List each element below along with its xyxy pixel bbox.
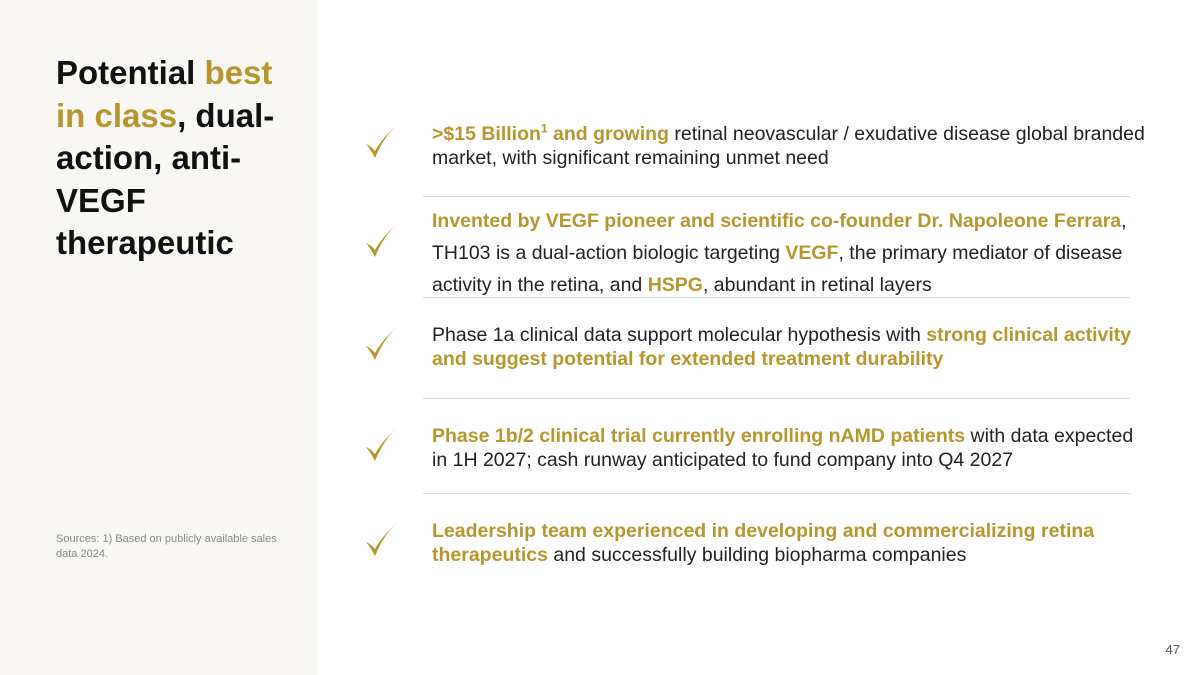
bullet-text-2 — [432, 205, 1150, 301]
bullet-4-text-1: with data expected in 1H 2027; cash runway anticipated to fund company into Q4 2027 — [432, 425, 1134, 471]
checkmark-icon — [360, 219, 404, 263]
bullet-text-4 — [432, 424, 1150, 472]
divider-4 — [423, 493, 1131, 494]
bullet-3-highlight-1: strong clinical activity and suggest potential for extended treatment durability — [432, 324, 1132, 370]
sidebar-panel — [0, 0, 318, 675]
bullet-2-text-3: , abundant in retinal layers — [702, 274, 932, 296]
checkmark-icon — [360, 518, 404, 562]
bullet-2-highlight-2: VEGF — [785, 242, 839, 264]
bullet-1-highlight-2: and growing — [547, 123, 669, 145]
bullet-3-text-1: Phase 1a clinical data support molecular hypothesis with — [432, 324, 927, 346]
bullet-5-highlight-1: Leadership team experienced in developing and commercializing retina therapeutics — [432, 520, 1095, 566]
title-highlight: best in class — [56, 54, 273, 134]
checkmark-icon — [360, 120, 404, 164]
bullet-2-highlight-1: Invented by VEGF pioneer and scientific co-founder Dr. Napoleone Ferrara — [432, 210, 1122, 232]
bullet-text-5 — [432, 519, 1150, 567]
bullet-1-text: retinal neovascular / exudative disease global branded market, with significant remaining unmet need — [432, 123, 1145, 169]
bullet-1-highlight-1: >$15 Billion — [432, 123, 541, 145]
checkmark-icon — [360, 322, 404, 366]
footnote-marker: 1 — [540, 121, 548, 136]
divider-1 — [423, 196, 1131, 197]
slide-title — [56, 52, 296, 265]
divider-2 — [423, 297, 1131, 298]
divider-3 — [423, 398, 1131, 399]
bullet-text-1 — [432, 122, 1150, 170]
page-number: 47 — [1165, 642, 1180, 657]
bullet-2-text-1: , TH103 is a dual-action biologic targeting — [432, 210, 1127, 264]
bullet-4-highlight-1: Phase 1b/2 clinical trial currently enrolling nAMD patients — [432, 425, 966, 447]
checkmark-icon — [360, 423, 404, 467]
bullet-2-highlight-3: HSPG — [647, 274, 703, 296]
bullet-5-text-1: and successfully building biopharma companies — [547, 544, 967, 566]
title-part-3: , dual-action, anti-VEGF therapeutic — [56, 96, 275, 261]
bullet-2-text-2: , the primary mediator of disease activity in the retina, and — [432, 242, 1123, 296]
title-part-1: Potential — [56, 54, 205, 91]
bullet-text-3 — [432, 323, 1150, 371]
sources-footnote: Sources: 1) Based on publicly available sales data 2024. — [56, 533, 277, 560]
